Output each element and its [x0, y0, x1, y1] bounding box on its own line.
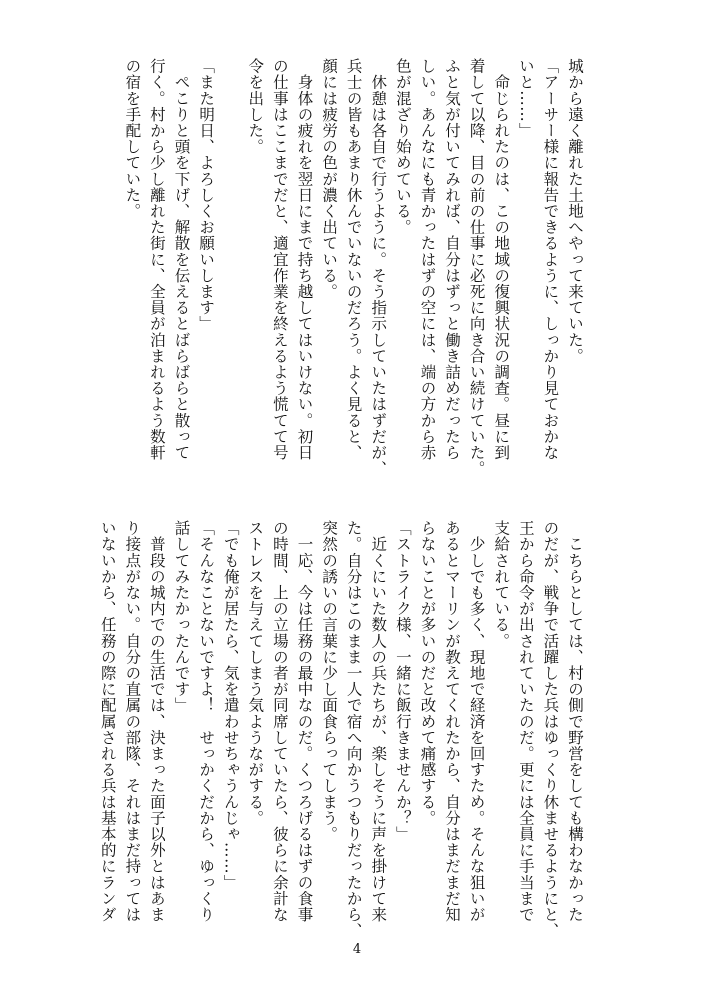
text-line: こちらとしては、村の側で野営をしても構わなかった — [566, 520, 584, 923]
text-line: 少しでも多く、現地で経済を回すため。そんな狙いが — [467, 520, 486, 923]
text-line: た。自分はこのまま一人で宿へ向かうつもりだったから、 — [344, 520, 363, 939]
text-line: 「アーサー様に報告できるように、しっかり見ておかな — [541, 58, 560, 461]
text-line: 近くにいた数人の兵たちが、楽しそうに声を掛けて来 — [369, 520, 388, 923]
text-line: しい。あんなにも青かったはずの空には、端の方から赤 — [418, 58, 437, 461]
text-line: 着して以降、目の前の仕事に必死に向き合い続けていた。 — [467, 58, 486, 477]
text-line: 王から命令が出されていたのだ。更には全員に手当まで — [516, 520, 535, 923]
blank-line — [218, 58, 243, 462]
text-line: ストレスを与えてしまう気ようながする。 — [246, 520, 265, 826]
text-line: 行く。村から少し離れた街に、全員が泊まれるよう数軒 — [147, 58, 166, 461]
text-line: いないから、任務の際に配属される兵は基本的にランダ — [98, 520, 117, 923]
text-line: の宿を手配していた。 — [123, 58, 142, 219]
text-line: 城から遠く離れた土地へやって来ていた。 — [566, 58, 584, 364]
text-line: り接点がない。自分の直属の部隊、それはまだ持っては — [123, 520, 142, 923]
text-line: 「また明日、よろしくお願いします」 — [197, 58, 216, 332]
text-line: らないことが多いのだと改めて痛感する。 — [418, 520, 437, 826]
text-line: 色が混ざり始めている。 — [393, 58, 412, 236]
bottom-text-block — [98, 520, 587, 939]
text-line: 「そんなことないですよ！ せっかくだから、ゆっくり — [197, 520, 216, 923]
page-number: 4 — [352, 942, 362, 957]
text-line: 一応、今は任務の最中なのだ。くつろげるはずの食事 — [295, 520, 314, 923]
text-line: 話してみたかったんです」 — [172, 520, 191, 714]
text-line: 休憩は各自で行うように。そう指示していたはずだが、 — [369, 58, 388, 477]
text-line: 「でも俺が居たら、気を遣わせちゃうんじゃ……」 — [221, 520, 240, 891]
text-line: のだが、戦争で活躍した兵はゆっくり休ませるようにと、 — [541, 520, 560, 939]
text-line: 身体の疲れを翌日にまで持ち越してはいけない。初日 — [295, 58, 314, 461]
text-line: 顔には疲労の色が濃く出ている。 — [320, 58, 339, 300]
text-line: 支給されている。 — [492, 520, 511, 649]
text-line: 「ストライク様、一緒に飯行きませんか？」 — [393, 520, 412, 842]
text-line: の時間、上の立場の者が同席していたら、彼らに余計な — [270, 520, 289, 923]
text-line: いと……」 — [516, 58, 535, 139]
text-line: 普段の城内での生活では、決まった面子以外とはあま — [147, 520, 166, 923]
text-line: 令を出した。 — [246, 58, 265, 155]
top-text-block — [123, 58, 587, 477]
text-line: 兵士の皆もあまり休んでいないのだろう。よく見ると、 — [344, 58, 363, 461]
text-line: ふと気が付いてみれば、自分はずっと働き詰めだったら — [443, 58, 462, 461]
text-line: 命じられたのは、この地域の復興状況の調査。昼に到 — [492, 58, 511, 461]
text-line: の仕事はここまでだと、適宜作業を終えるよう慌てて号 — [270, 58, 289, 461]
text-line: あるとマーリンが教えてくれたから、自分はまだまだ知 — [443, 520, 462, 923]
text-line: ぺこりと頭を下げ、解散を伝えるとばらばらと散って — [172, 58, 191, 461]
text-line: 突然の誘いの言葉に少し面食らってしまう。 — [320, 520, 339, 842]
